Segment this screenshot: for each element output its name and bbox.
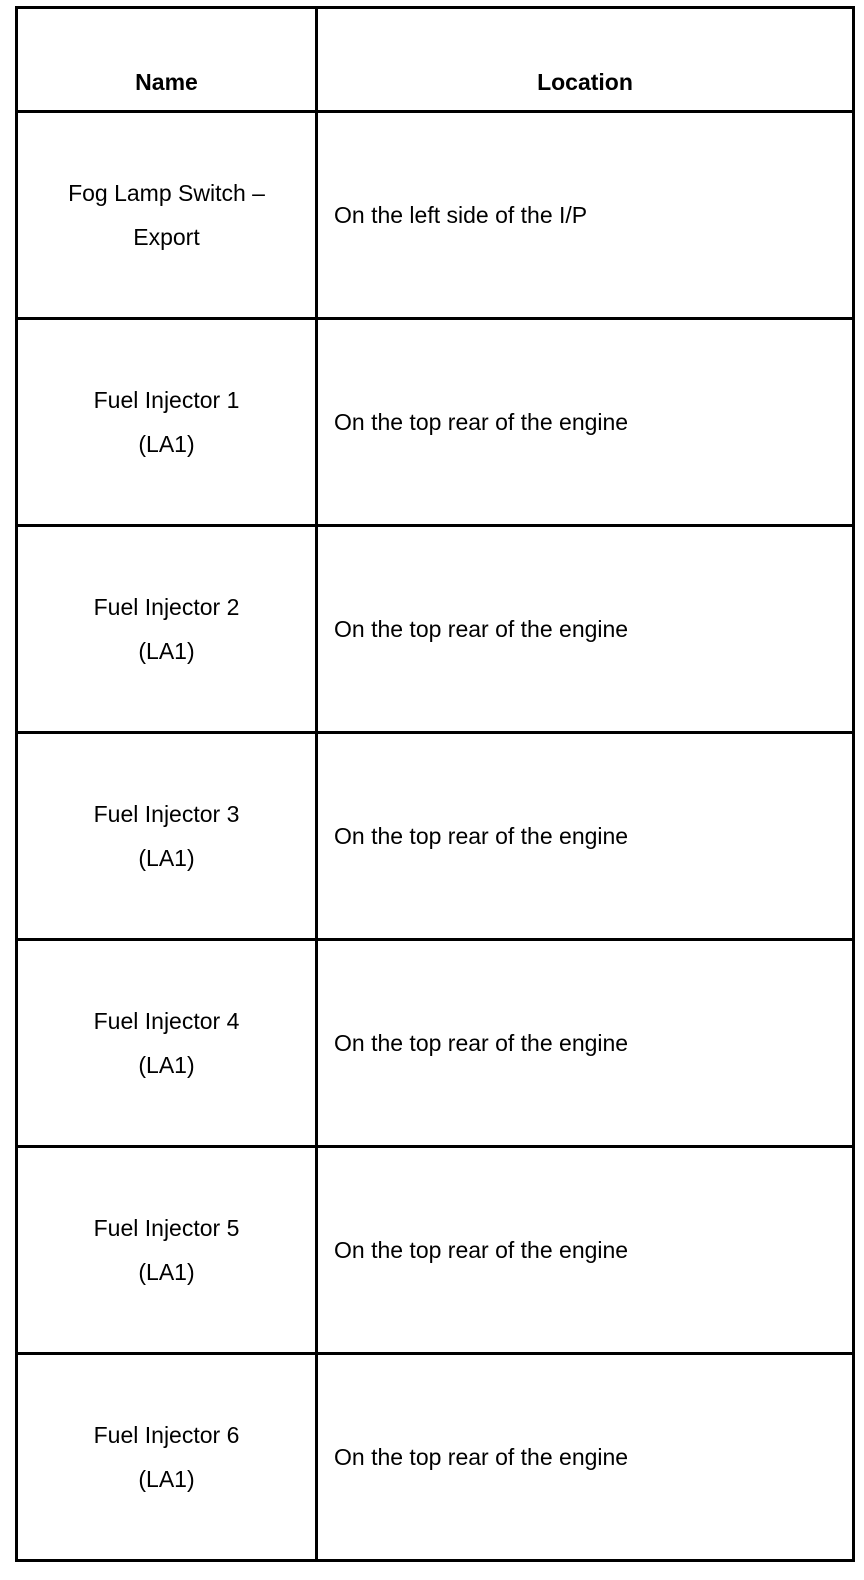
name-cell bbox=[18, 734, 318, 938]
location-cell: On the top rear of the engine bbox=[318, 1355, 855, 1559]
table-row bbox=[18, 1148, 855, 1355]
name-cell bbox=[18, 941, 318, 1145]
name-cell bbox=[18, 113, 318, 317]
name-line-1: Fuel Injector 1 bbox=[93, 387, 240, 413]
name-line-2: (LA1) bbox=[138, 431, 195, 457]
table-header-row bbox=[18, 9, 855, 113]
component-location-table bbox=[15, 6, 855, 1562]
name-cell bbox=[18, 1355, 318, 1559]
location-cell: On the left side of the I/P bbox=[318, 113, 855, 317]
location-cell: On the top rear of the engine bbox=[318, 941, 855, 1145]
name-line-1: Fuel Injector 2 bbox=[93, 594, 240, 620]
table-row bbox=[18, 320, 855, 527]
location-cell: On the top rear of the engine bbox=[318, 1148, 855, 1352]
name-line-2: (LA1) bbox=[138, 1259, 195, 1285]
name-line-1: Fuel Injector 3 bbox=[93, 801, 240, 827]
name-line-2: Export bbox=[133, 224, 200, 250]
name-cell bbox=[18, 1148, 318, 1352]
table-row bbox=[18, 734, 855, 941]
name-line-1: Fuel Injector 5 bbox=[93, 1215, 240, 1241]
table-row bbox=[18, 1355, 855, 1559]
name-cell bbox=[18, 527, 318, 731]
name-line-1: Fuel Injector 4 bbox=[93, 1008, 240, 1034]
header-name: Name bbox=[18, 9, 318, 110]
name-line-1: Fog Lamp Switch – bbox=[68, 180, 265, 206]
header-location: Location bbox=[318, 9, 855, 110]
name-line-1: Fuel Injector 6 bbox=[93, 1422, 240, 1448]
name-line-2: (LA1) bbox=[138, 845, 195, 871]
location-cell: On the top rear of the engine bbox=[318, 734, 855, 938]
table-row bbox=[18, 113, 855, 320]
location-cell: On the top rear of the engine bbox=[318, 320, 855, 524]
name-line-2: (LA1) bbox=[138, 1052, 195, 1078]
table-row bbox=[18, 527, 855, 734]
location-cell: On the top rear of the engine bbox=[318, 527, 855, 731]
table-row bbox=[18, 941, 855, 1148]
name-line-2: (LA1) bbox=[138, 638, 195, 664]
name-line-2: (LA1) bbox=[138, 1466, 195, 1492]
name-cell bbox=[18, 320, 318, 524]
